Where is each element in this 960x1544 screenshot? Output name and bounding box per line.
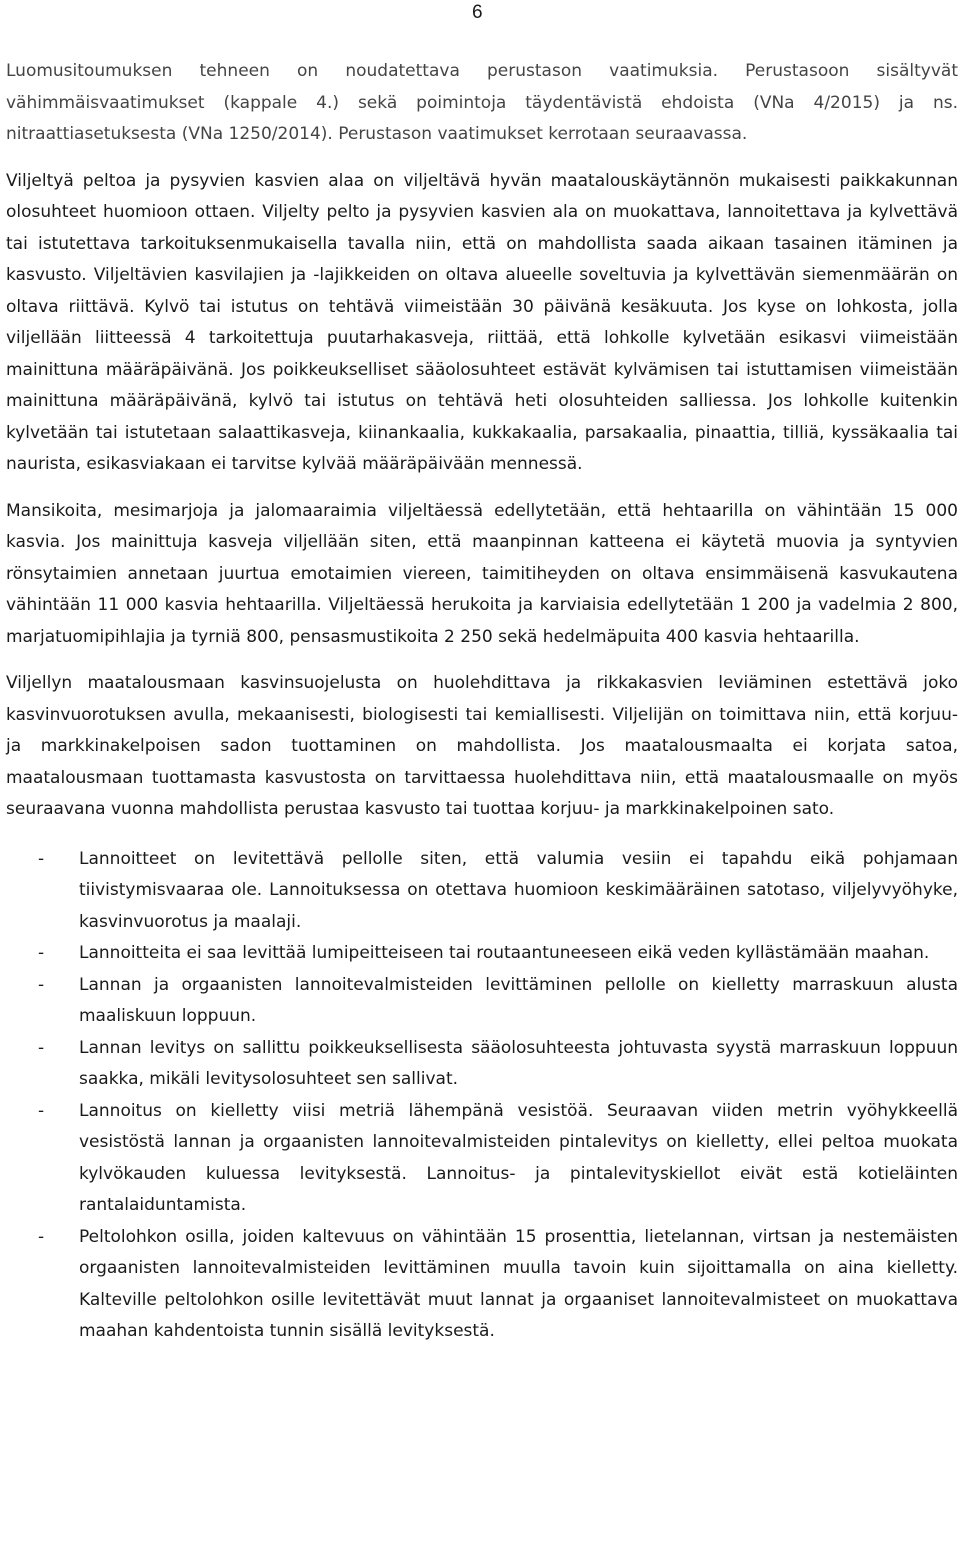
- list-item: [6, 1033, 958, 1096]
- crop-protection-paragraph: Viljellyn maatalousmaan kasvinsuojelusta on huolehdittava ja rikkakasvien leviäminen estettävä joko kasvinvuorotuksen avulla, mekaanisesti, biologisesti tai kemiallisesti. Viljelijän on toimittava niin, että korjuu- ja markkinakelpoisen sadon tuottaminen on mahdollista. Jos maatalousmaalta ei korjata satoa, maatalousmaan tuottamasta kasvustosta on tarvittaessa huolehdittava niin, että maatalousmaalle on myös seuraavana vuonna mahdollista perustaa kasvusto tai tuottaa korjuu- ja markkinakelpoinen sato.: [6, 673, 958, 819]
- cultivation-paragraph: Viljeltyä peltoa ja pysyvien kasvien alaa on viljeltävä hyvän maatalouskäytännön mukaisesti paikkakunnan olosuhteet huomioon ottaen. Viljelty pelto ja pysyvien kasvien ala on muokattava, lannoitettava ja kylvettävä tai istutettava tarkoituksenmukaisella tavalla niin, että on mahdollista saada aikaan tasainen itäminen ja kasvusto. Viljeltävien kasvilajien ja -lajikkeiden on oltava alueelle soveltuvia ja kylvettävän siemenmäärän on oltava riittävä. Kylvö tai istutus on tehtävä viimeistään 30 päivänä kesäkuuta. Jos kyse on lohkosta, jolla viljellään liitteessä 4 tarkoitettuja puutarhakasveja, riittää, että lohkolle kylvetään esikasvi viimeistään mainittuna määräpäivänä. Jos poikkeukselliset sääolosuhteet estävät kylvämisen tai istuttamisen viimeistään mainittuna määräpäivänä, kylvö tai istutus on tehtävä heti olosuhteiden salliessa. Jos lohkolle kuitenkin kylvetään tai istutetaan salaattikasveja, kiinankaalia, kukkakaalia, parsakaalia, pinaattia, tilliä, kyssäkaalia tai naurista, esikasviakaan ei tarvitse kylvää määräpäivään mennessä.: [6, 170, 958, 474]
- list-item-text: Lannoitteet on levitettävä pellolle siten, että valumia vesiin ei tapahdu eikä pohjamaan tiivistymisvaaraa ole. Lannoituksessa on otettava huomioon keskimääräinen satotaso, viljelyvyöhyke, kasvinvuorotus ja maalaji.: [79, 848, 958, 932]
- list-item: [6, 970, 958, 1033]
- list-item: [6, 938, 958, 970]
- document-body: [6, 56, 958, 1348]
- list-item: [6, 844, 958, 939]
- page-number: 6: [472, 2, 483, 23]
- list-item-text: Lannoitus on kielletty viisi metriä lähempänä vesistöä. Seuraavan viiden metrin vyöhykkeellä vesistöstä lannan ja orgaanisten lannoitevalmisteiden pintalevitys on kielletty, ellei peltoa muokata kylvökauden kuluessa levityksestä. Lannoitus- ja pintalevityskiellot eivät estä kotieläinten rantalaiduntamista.: [79, 1100, 958, 1215]
- list-item: [6, 1096, 958, 1222]
- plant-density-paragraph: Mansikoita, mesimarjoja ja jalomaaraimia viljeltäessä edellytetään, että hehtaarilla on vähintään 15 000 kasvia. Jos mainittuja kasveja viljellään siten, että maanpinnan katteena ei käytetä muovia ja syntyvien rönsytaimien annetaan juurtua emotaimien viereen, taimitiheyden on oltava ensimmäisenä kasvukautena vähintään 11 000 kasvia hehtaarilla. Viljeltäessä herukoita ja karviaisia edellytetään 1 200 ja vadelmia 2 800, marjatuomipihlajia ja tyrniä 800, pensasmustikoita 2 250 sekä hedelmäpuita 400 kasvia hehtaarilla.: [6, 500, 958, 647]
- list-item-text: Lannan ja orgaanisten lannoitevalmisteiden levittäminen pellolle on kielletty marraskuun alusta maaliskuun loppuun.: [79, 974, 958, 1026]
- bullet-dash: -: [38, 1100, 45, 1121]
- list-item-text: Lannan levitys on sallittu poikkeuksellisesta sääolosuhteesta johtuvasta syystä marraskuun loppuun saakka, mikäli levitysolosuhteet sen sallivat.: [79, 1037, 958, 1089]
- intro-paragraph: Luomusitoumuksen tehneen on noudatettava perustason vaatimuksia. Perustasoon sisältyvät vähimmäisvaatimukset (kappale 4.) sekä poimintoja täydentävistä ehdoista (VNa 4/2015) ja ns. nitraattiasetuksesta (VNa 1250/2014). Perustason vaatimukset kerrotaan seuraavassa.: [6, 61, 958, 144]
- bullet-dash: -: [38, 848, 45, 869]
- bullet-dash: -: [38, 1037, 45, 1058]
- list-item-text: Peltolohkon osilla, joiden kaltevuus on vähintään 15 prosenttia, lietelannan, virtsan ja nestemäisten orgaanisten lannoitevalmisteiden levittäminen muulla tavoin kuin sijoittamalla on aina kielletty. Kalteville peltolohkon osille levitettävät muut lannat ja orgaaniset lannoitevalmisteet on muokattava maahan kahdentoista tunnin sisällä levityksestä.: [79, 1226, 958, 1341]
- bullet-dash: -: [38, 943, 45, 963]
- list-item: [6, 1222, 958, 1348]
- bullet-dash: -: [38, 1226, 45, 1247]
- fertilization-rules-list: [6, 844, 958, 1348]
- bullet-dash: -: [38, 974, 45, 995]
- list-item-text: Lannoitteita ei saa levittää lumipeitteiseen tai routaantuneeseen eikä veden kyllästämään maahan.: [79, 943, 930, 963]
